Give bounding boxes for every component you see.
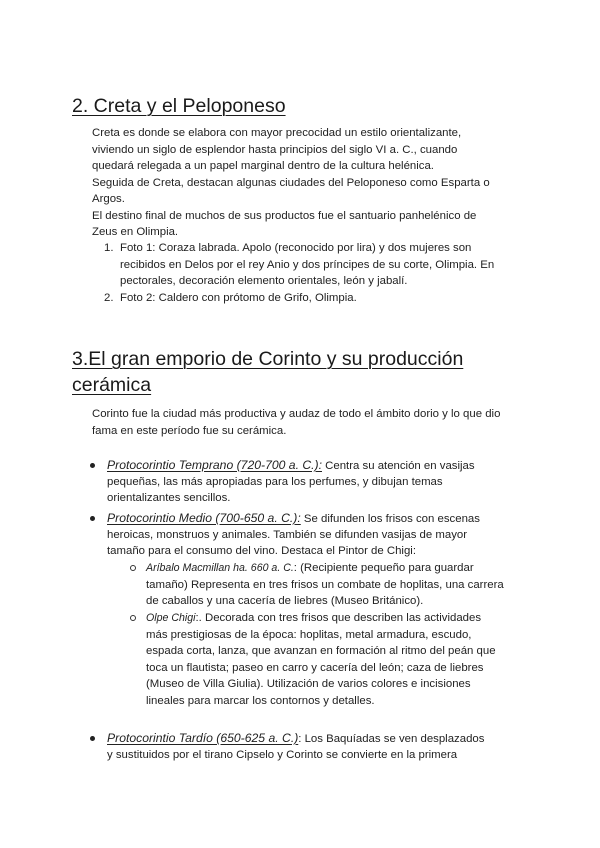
sub-item-line: más prestigiosas de la época: hoplitas, metal armadura, escudo, bbox=[146, 629, 472, 641]
sub-item-line bbox=[146, 610, 481, 626]
circle-bullet-icon bbox=[130, 615, 136, 621]
list-number: 1. bbox=[104, 242, 114, 254]
bullet-icon bbox=[90, 516, 95, 521]
bullet-text: : Los Baquíadas se ven desplazados bbox=[298, 733, 485, 745]
bullet-item-line: tamaño para el consumo del vino. Destaca el Pintor de Chigi: bbox=[107, 545, 416, 557]
section-heading-creta: 2. Creta y el Peloponeso bbox=[72, 95, 286, 117]
paragraph-line: viviendo un siglo de esplendor hasta principios del siglo VI a. C., cuando bbox=[92, 144, 458, 156]
bullet-item-line: heroicas, monstruos y animales. También se difunden vasijas de mayor bbox=[107, 529, 468, 541]
bullet-term: Protocorintio Tardío (650-625 a. C.) bbox=[107, 731, 299, 745]
sub-item-line: (Museo de Villa Giulia). Utilización de varios colores e incisiones bbox=[146, 678, 471, 690]
sub-item-text: : (Recipiente pequeño para guardar bbox=[293, 562, 474, 574]
sub-item-line: tamaño) Representa en tres frisos un combate de hoplitas, una carrera bbox=[146, 579, 504, 591]
paragraph-line: Seguida de Creta, destacan algunas ciudades del Peloponeso como Esparta o bbox=[92, 177, 490, 189]
paragraph-line: Corinto fue la ciudad más productiva y audaz de todo el ámbito dorio y lo que dio bbox=[92, 408, 501, 420]
paragraph-line: Zeus en Olimpia. bbox=[92, 226, 179, 238]
bullet-term: Protocorintio Medio (700-650 a. C.): bbox=[107, 511, 301, 525]
sub-item-text: :. Decorada con tres frisos que describen las actividades bbox=[195, 612, 482, 624]
list-item-line: Foto 1: Coraza labrada. Apolo (reconocido por lira) y dos mujeres son bbox=[120, 242, 472, 254]
paragraph-line: El destino final de muchos de sus productos fue el santuario panhelénico de bbox=[92, 210, 477, 222]
sub-item-line: de caballos y una cacería de liebres (Museo Británico). bbox=[146, 595, 424, 607]
paragraph-line: fama en este período fue su cerámica. bbox=[92, 425, 287, 437]
bullet-text: Centra su atención en vasijas bbox=[321, 460, 475, 472]
paragraph-line: Argos. bbox=[92, 193, 125, 205]
sub-item-line bbox=[146, 560, 474, 576]
sub-item-line: lineales para marcar los contornos y detalles. bbox=[146, 695, 375, 707]
bullet-term: Protocorintio Temprano (720-700 a. C.): bbox=[107, 458, 322, 472]
sub-item-lead: Aríbalo Macmillan ha. 660 a. C. bbox=[146, 562, 294, 574]
section-heading-corinto-cont: cerámica bbox=[72, 374, 152, 396]
bullet-item-line: pequeñas, las más apropiadas para los perfumes, y dibujan temas bbox=[107, 476, 443, 488]
bullet-item-line: y sustituidos por el tirano Cipselo y Corinto se convierte en la primera bbox=[107, 749, 458, 761]
bullet-icon bbox=[90, 463, 95, 468]
section-heading-corinto: 3.El gran emporio de Corinto y su producción bbox=[72, 348, 464, 370]
paragraph-line: quedará relegada a un papel marginal dentro de la cultura helénica. bbox=[92, 160, 434, 172]
circle-bullet-icon bbox=[130, 565, 136, 571]
bullet-item-line bbox=[107, 510, 480, 527]
paragraph-line: Creta es donde se elabora con mayor precocidad un estilo orientalizante, bbox=[92, 127, 462, 139]
list-item-line: recibidos en Delos por el rey Anio y dos príncipes de su corte, Olimpia. En bbox=[120, 259, 495, 271]
list-item-line: Foto 2: Caldero con prótomo de Grifo, Olimpia. bbox=[120, 292, 357, 304]
sub-item-lead: Olpe Chigi bbox=[146, 612, 196, 624]
bullet-item-line: orientalizantes sencillos. bbox=[107, 492, 231, 504]
bullet-icon bbox=[90, 736, 95, 741]
list-item-line: pectorales, decoración elemento orientales, león y jabalí. bbox=[120, 275, 408, 287]
bullet-text: Se difunden los frisos con escenas bbox=[300, 513, 480, 525]
bullet-item-line bbox=[107, 730, 484, 747]
bullet-item-line bbox=[107, 457, 475, 474]
sub-item-line: toca un flautista; paseo en carro y cacería del león; caza de liebres bbox=[146, 662, 484, 674]
list-number: 2. bbox=[104, 292, 114, 304]
sub-item-line: espada corta, lanza, que avanzan en formación al ritmo del peán que bbox=[146, 645, 496, 657]
